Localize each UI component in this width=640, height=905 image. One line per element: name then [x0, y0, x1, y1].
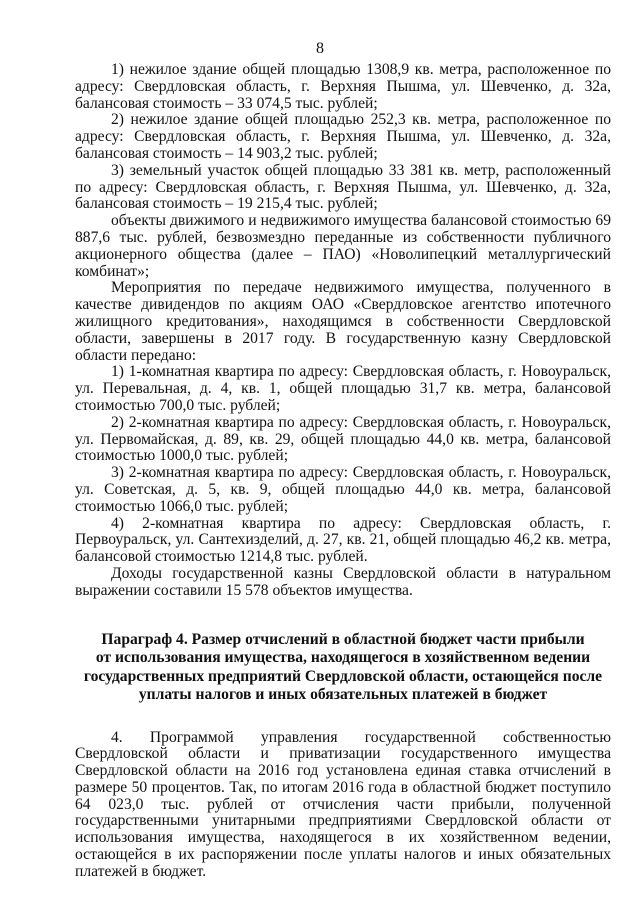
section-heading: [75, 631, 611, 705]
paragraph-apartment-2: 2) 2-комнатная квартира по адресу: Свердловская область, г. Новоуральск, ул. Первомайская, д. 89, кв. 29, общей площадью 44,0 кв. метра, балансовой стоимостью 1000,0 тыс. рублей;: [75, 413, 611, 465]
paragraph-item-2: 2) нежилое здание общей площадью 252,3 кв. метра, расположенное по адресу: Свердловская область, г. Верхняя Пышма, ул. Шевченко, д. 32а, балансовая стоимость – 14 903,2 тыс. рублей;: [75, 111, 611, 162]
page-number: 8: [316, 40, 324, 57]
heading-line-1: Параграф 4. Размер отчислений в областной бюджет части прибыли: [101, 630, 585, 648]
paragraph-section-4: 4. Программой управления государственной собственностью Свердловской области и приватизации государственного имущества Свердловской области на 2016 год установлена единая ставка отчислений в размере 50 процентов. Так, по итогам 2016 года в областной бюджет поступило 64 023,0 тыс. рублей от отчисления части прибыли, полученной государственными унитарными предприятиями Свердловской области от использования имущества, находящегося в их хозяйственном ведении, остающейся в их распоряжении после уплаты налогов и иных обязательных платежей в бюджет.: [75, 728, 611, 880]
heading-line-4: уплаты налогов и иных обязательных платежей в бюджет: [138, 686, 548, 703]
heading-line-3: государственных предприятий Свердловской области, остающейся после: [83, 667, 603, 685]
paragraph-treasury-income: Доходы государственной казны Свердловской области в натуральном выражении составили 15 578 объектов имущества.: [75, 564, 611, 599]
document-body: [75, 62, 611, 881]
paragraph-apartment-3: 3) 2-комнатная квартира по адресу: Свердловская область, г. Новоуральск, ул. Советская, д. 5, кв. 9, общей площадью 44,0 кв. метра, балансовой стоимостью 1066,0 тыс. рублей;: [75, 464, 611, 515]
paragraph-apartment-4: 4) 2-комнатная квартира по адресу: Свердловская область, г. Первоуральск, ул. Сантехизделий, д. 27, кв. 21, общей площадью 46,2 кв. метра, балансовой стоимостью 1214,8 тыс. рублей.: [75, 514, 611, 566]
paragraph-item-1: 1) нежилое здание общей площадью 1308,9 кв. метра, расположенное по адресу: Свердловская область, г. Верхняя Пышма, ул. Шевченко, д. 32а, балансовая стоимость – 33 074,5 тыс. рублей;: [75, 61, 611, 112]
paragraph-measures: Мероприятия по передаче недвижимого имущества, полученного в качестве дивидендов по акциям ОАО «Свердловское агентство ипотечного жилищного кредитования», находящимся в собственности Свердловской области, завершены в 2017 году. В государственную казну Свердловской области передано:: [75, 279, 611, 364]
paragraph-item-3: 3) земельный участок общей площадью 33 381 кв. метр, расположенный по адресу: Свердловская область, г. Верхняя Пышма, ул. Шевченко, д. 32а, балансовая стоимость – 19 215,4 тыс. рублей;: [75, 161, 611, 213]
heading-line-2: от использования имущества, находящегося в хозяйственном ведении: [95, 649, 591, 666]
paragraph-movable-assets: объекты движимого и недвижимого имущества балансовой стоимостью 69 887,6 тыс. рублей, безвозмездно переданные из собственности публичного акционерного общества (далее – ПАО) «Новолипецкий металлургический комбинат»;: [75, 212, 611, 280]
paragraph-apartment-1: 1) 1-комнатная квартира по адресу: Свердловская область, г. Новоуральск, ул. Перевальная, д. 4, кв. 1, общей площадью 31,7 кв. метра, балансовой стоимостью 700,0 тыс. рублей;: [75, 363, 611, 414]
